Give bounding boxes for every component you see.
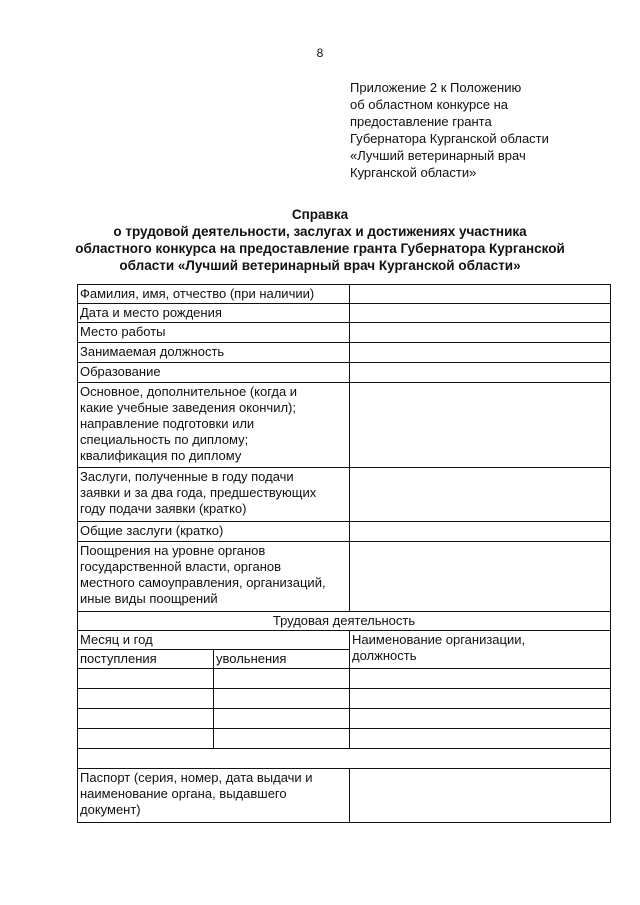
row-merits-general — [78, 522, 611, 542]
month-year-header: Месяц и год — [78, 631, 350, 650]
work-org-cell[interactable] — [350, 669, 611, 689]
dismissed-header: увольнения — [214, 650, 350, 669]
blank-separator-cell — [78, 749, 611, 769]
label-line: Паспорт (серия, номер, дата выдачи и — [80, 770, 313, 785]
appendix-line: «Лучший ветеринарный врач — [350, 148, 526, 163]
passport-value-cell[interactable] — [350, 769, 611, 823]
label-line: документ) — [80, 802, 141, 817]
position-value-cell[interactable] — [350, 343, 611, 363]
work-hired-cell[interactable] — [78, 669, 214, 689]
reference-form-table — [77, 284, 611, 823]
title-line: Справка — [291, 207, 349, 222]
row-birth — [78, 304, 611, 323]
work-hired-cell[interactable] — [78, 729, 214, 749]
label-line: квалификация по диплому — [80, 448, 242, 463]
position-label: Занимаемая должность — [78, 343, 350, 363]
label-line: местного самоуправления, организаций, — [80, 575, 326, 590]
title-line: области «Лучший ветеринарный врач Курганской области» — [119, 258, 521, 273]
page-number: 8 — [316, 46, 324, 60]
row-passport — [78, 769, 611, 823]
label-line: году подачи заявки (кратко) — [80, 501, 247, 516]
merits-general-value-cell[interactable] — [350, 522, 611, 542]
birth-value-cell[interactable] — [350, 304, 611, 323]
row-work-section — [78, 612, 611, 631]
label-line: заявки и за два года, предшествующих — [80, 485, 317, 500]
passport-label — [78, 769, 350, 823]
row-workplace — [78, 323, 611, 343]
birth-label: Дата и место рождения — [78, 304, 350, 323]
work-hired-cell[interactable] — [78, 709, 214, 729]
appendix-line: Губернатора Курганской области — [350, 131, 549, 146]
label-line: государственной власти, органов — [80, 559, 282, 574]
label-line: Заслуги, полученные в году подачи — [80, 469, 294, 484]
label-line: Основное, дополнительное (когда и — [80, 384, 298, 399]
appendix-line: об областном конкурсе на — [350, 97, 509, 112]
merits-general-label: Общие заслуги (кратко) — [78, 522, 350, 542]
workplace-label: Место работы — [78, 323, 350, 343]
work-row — [78, 709, 611, 729]
title-line: о трудовой деятельности, заслугах и достижениях участника — [113, 224, 527, 239]
work-row-blank — [78, 749, 611, 769]
awards-label — [78, 542, 350, 612]
row-education-details — [78, 383, 611, 468]
work-org-cell[interactable] — [350, 729, 611, 749]
merits-recent-value-cell[interactable] — [350, 468, 611, 522]
appendix-note — [350, 79, 610, 181]
education-details-label — [78, 383, 350, 468]
work-dismissed-cell[interactable] — [214, 689, 350, 709]
work-dismissed-cell[interactable] — [214, 669, 350, 689]
label-line: иные виды поощрений — [80, 591, 218, 606]
row-merits-recent — [78, 468, 611, 522]
full-name-label: Фамилия, имя, отчество (при наличии) — [78, 285, 350, 304]
label-line: Поощрения на уровне органов — [80, 543, 266, 558]
row-month-year — [78, 631, 611, 650]
row-full-name — [78, 285, 611, 304]
work-hired-cell[interactable] — [78, 689, 214, 709]
work-row — [78, 689, 611, 709]
title-line: областного конкурса на предоставление гранта Губернатора Курганской — [75, 241, 565, 256]
header-line: должность — [352, 648, 417, 663]
appendix-line: Курганской области» — [350, 165, 477, 180]
merits-recent-label — [78, 468, 350, 522]
hired-header: поступления — [78, 650, 214, 669]
appendix-line: Приложение 2 к Положению — [350, 80, 522, 95]
work-dismissed-cell[interactable] — [214, 729, 350, 749]
row-awards — [78, 542, 611, 612]
label-line: какие учебные заведения окончил); — [80, 400, 296, 415]
education-value-cell[interactable] — [350, 363, 611, 383]
document-title — [70, 206, 570, 274]
header-line: Наименование организации, — [352, 632, 526, 647]
awards-value-cell[interactable] — [350, 542, 611, 612]
education-details-value-cell[interactable] — [350, 383, 611, 468]
org-name-header — [350, 631, 611, 669]
work-section-header: Трудовая деятельность — [78, 612, 611, 631]
work-dismissed-cell[interactable] — [214, 709, 350, 729]
full-name-value-cell[interactable] — [350, 285, 611, 304]
work-org-cell[interactable] — [350, 709, 611, 729]
row-education — [78, 363, 611, 383]
label-line: наименование органа, выдавшего — [80, 786, 287, 801]
work-row — [78, 729, 611, 749]
label-line: направление подготовки или — [80, 416, 255, 431]
workplace-value-cell[interactable] — [350, 323, 611, 343]
education-label: Образование — [78, 363, 350, 383]
label-line: специальность по диплому; — [80, 432, 249, 447]
work-org-cell[interactable] — [350, 689, 611, 709]
row-position — [78, 343, 611, 363]
appendix-line: предоставление гранта — [350, 114, 492, 129]
work-row — [78, 669, 611, 689]
